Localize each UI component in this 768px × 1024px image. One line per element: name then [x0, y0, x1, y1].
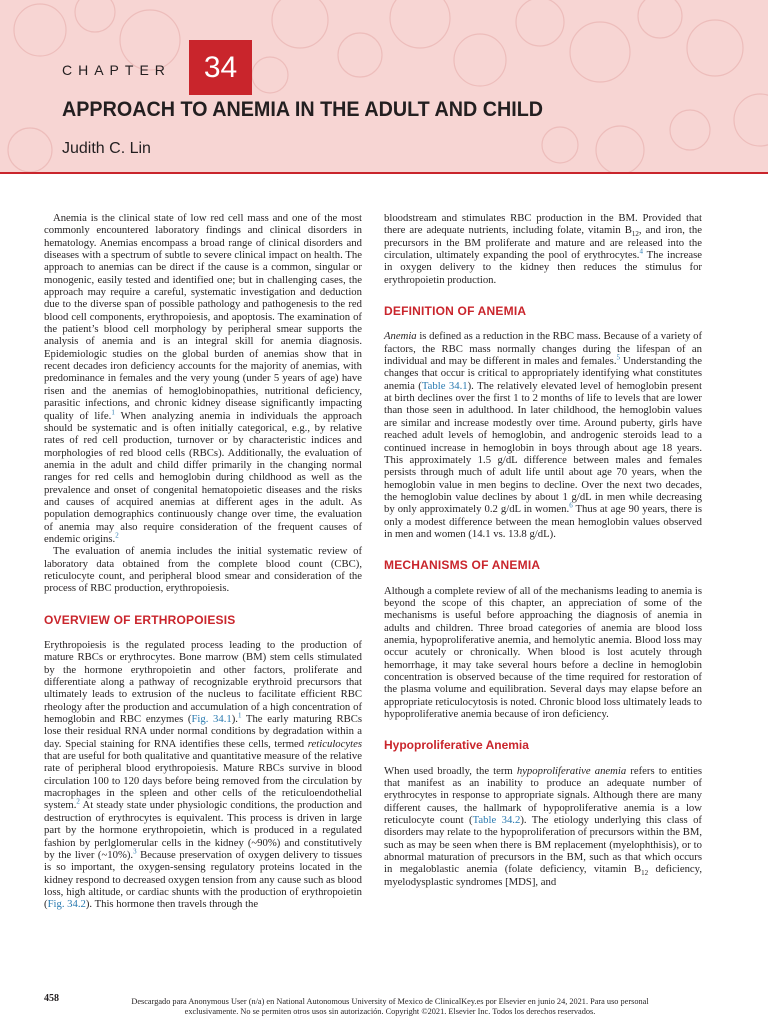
figure-link[interactable]: Fig. 34.1 [191, 713, 232, 726]
chapter-author: Judith C. Lin [62, 140, 151, 157]
definition-paragraph: Anemia is defined as a reduction in the RBC mass. Because of a variety of factors, the RBC mass normally changes during the lifespan of an individual and may be different in males and females.$^5$ Understanding the changes that occur is critical to appropriately identifying what constitutes anemia (Table 34.1). The relatively elevated level of hemoglobin present at birth declines over the first 1 to 2 months of life to levels that are lower than those seen in adulthood. In later childhood, the hemoglobin values are similar and increase modestly over time. Around puberty, girls have reached adult levels of hemoglobin, and androgenic steroids lead to a continued increase in hemoglobin in boys through about age 18 years. This approximately 1.5 g/dL difference between males and females persists through much of adult life until about age 70 years, when the hemoglobin value in men begins to decline. Over the next two decades, the hemoglobin value declines by about 1 g/dL in men while decreasing by only approximately 0.2 g/dL in women.$^6$ Thus at age 90 years, there is only a modest difference between the mean hemoglobin values observed in men and women (14.1 vs. 13.8 g/dL). [384, 330, 703, 540]
section-heading-definition: DEFINITION OF ANEMIA [384, 304, 527, 319]
download-notice: Descargado para Anonymous User (n/a) en National Autonomous University of Mexico de ClinicalKey.es por Elsevier en junio 24, 2021. Para uso personal exclusivamente. No se permiten otros usos sin autorización. Copyright ©2021. Elsevier Inc. Todos los derechos reservados. [131, 997, 649, 1016]
subsection-heading-hypoproliferative: Hypoproliferative Anemia [384, 738, 529, 753]
chapter-label: CHAPTER [62, 62, 171, 78]
intro-paragraph: Anemia is the clinical state of low red cell mass and one of the most commonly encountered laboratory findings and clinical disorders in hematology. Anemias encompass a broad range of clinical disorders and diseases with a spectrum of subtle to severe clinical impact on health. The approach to anemias can be direct if the cause is a common, singular or monogenic, easily tested and identified one; but in challenging cases, the approach may require a careful, systematic investigation and deduction due to the diverse span of possible pathology and pathogenesis to the red blood cell components, erythropoiesis, and apoptosis. The examination of the patient’s blood cell morphology by peripheral smear supports the analysis of anemia and is an integral skill for anemia diagnosis. Epidemiologic studies on the global burden of anemias show that in recent decades iron deficiency accounts for the majority of anemias, with predominance in females and the very young (under 5 years of age) have risen and the anemias of hemoglobinopathies, nutritional deficiency, parasitic infections, and chronic kidney disease significantly impacting quality of life.$^1$ When analyzing anemia in individuals the approach should be systematic and is often initially categorical, e.g., by relative rates of red cell production, turnover or by characteristic indices and morphologies of red blood cells (RBCs). Additionally, the evaluation of anemia in the adult and child differ primarily in the changing normal ranges for red cells and hemoglobin during childhood as well as the prevalence and onset of congenital hematopoietic diseases and the risks and causes of acquired anemias at different ages in the adult. As population demographics continuously change over time, the evaluation of anemia may also require consideration of the frequent causes of endemic origins.$^2$ [44, 212, 363, 545]
right-column [384, 212, 702, 888]
chapter-header [0, 0, 768, 172]
chapter-number-badge: 34 [189, 40, 252, 95]
section-heading-mechanisms: MECHANISMS OF ANEMIA [384, 558, 541, 573]
left-column [44, 212, 362, 911]
header-divider [0, 172, 768, 174]
page-number: 458 [44, 993, 59, 1004]
table-link[interactable]: Table 34.1 [421, 379, 468, 392]
intro-paragraph-2: The evaluation of anemia includes the initial systematic review of laboratory data obtained from the complete blood count (CBC), reticulocyte count, and peripheral blood smear and consideration of the process of RBC production, erythropoiesis. [44, 545, 362, 595]
overview-paragraph: Erythropoiesis is the regulated process leading to the production of mature RBCs or erythrocytes. Bone marrow (BM) stem cells stimulated by the hormone erythropoietin and other factors, proliferate and differentiate along a pathway of recognizable erythroid precursors that ultimately leads to extrusion of the nucleus to facilitate efficient RBC rheology after the production and accumulation of a high concentration of hemoglobin and RBC enzymes (Fig. 34.1).$^1$ The early maturing RBCs lose their residual RNA under normal conditions by degradation within a day. Special staining for RNA identifies these cells, termed reticulocytes that are useful for both qualitative and quantitative measure of the relative rate of peripheral blood erythropoiesis. Mature RBCs survive in blood circulation 100 to 120 days before being removed from the circulation by macrophages in the spleen and other cells of the reticuloendothelial system.$^2$ At steady state under physiologic conditions, the production and destruction of erythrocytes is equivalent. This process is driven in large part by the hormone erythropoietin, which is produced in a regulated fashion by perlglomerular cells in the kidney (~90%) and constitutively by the liver (~10%).$^3$ Because preservation of oxygen delivery to tissues is so important, the oxygen-sensing regulatory proteins located in the kidney respond to decreased oxygen tension from any cause such as blood loss, high altitude, or cardiac shunts with the production of erythropoietin (Fig. 34.2). This hormone then travels through the [44, 639, 362, 911]
continued-paragraph: bloodstream and stimulates RBC production in the BM. Provided that there are adequate nutrients, including folate, vitamin $B_{12}$, and iron, the precursors in the BM proliferate and mature and are released into the circulation, ultimately expanding the pool of erythrocytes.$^4$ The increase in oxygen delivery to the kidney then reduces the stimulus for erythropoietin production. [384, 212, 702, 286]
figure-link[interactable]: Fig. 34.2 [47, 898, 86, 911]
table-link[interactable]: Table 34.2 [472, 814, 521, 827]
hypoproliferative-paragraph: When used broadly, the term hypoproliferative anemia refers to entities that manifest as an inability to produce an adequate number of erythrocytes in response to appropriate signals. Although there are many different causes, the hallmark of hypoproliferative anemia is a low reticulocyte count (Table 34.2). The etiology underlying this class of disorders may relate to the hypoproliferation of precursors within the BM, such as may be seen when there is BM replacement (myelophthisis), or to abnormal maturation of precursors in the BM, such as that which occurs in megaloblastic anemia (folate deficiency, vitamin $B_{12}$ deficiency, myelodysplastic syndromes [MDS], and [384, 764, 702, 888]
section-heading-overview: OVERVIEW OF ERTHROPOIESIS [44, 612, 236, 627]
mechanisms-paragraph: Although a complete review of all of the mechanisms leading to anemia is beyond the scope of this chapter, an appreciation of some of the mechanisms is useful before approaching the diagnosis of anemia in adults and children. Three broad categories of anemia are blood loss anemia, hypoproliferative anemia, and hemolytic anemia. Blood loss may occur acutely or chronically. When blood is lost acutely through hemorrhage, it may take several hours before a decline in hemoglobin concentration is observed because of the time required for restoration of the plasma volume and equilibration. Several days may elapse before an appropriate reticulocytosis is noted. Chronic blood loss ultimately leads to hypoproliferative anemia because of iron deficiency. [384, 584, 702, 721]
chapter-title: APPROACH TO ANEMIA IN THE ADULT AND CHILD [62, 98, 544, 121]
